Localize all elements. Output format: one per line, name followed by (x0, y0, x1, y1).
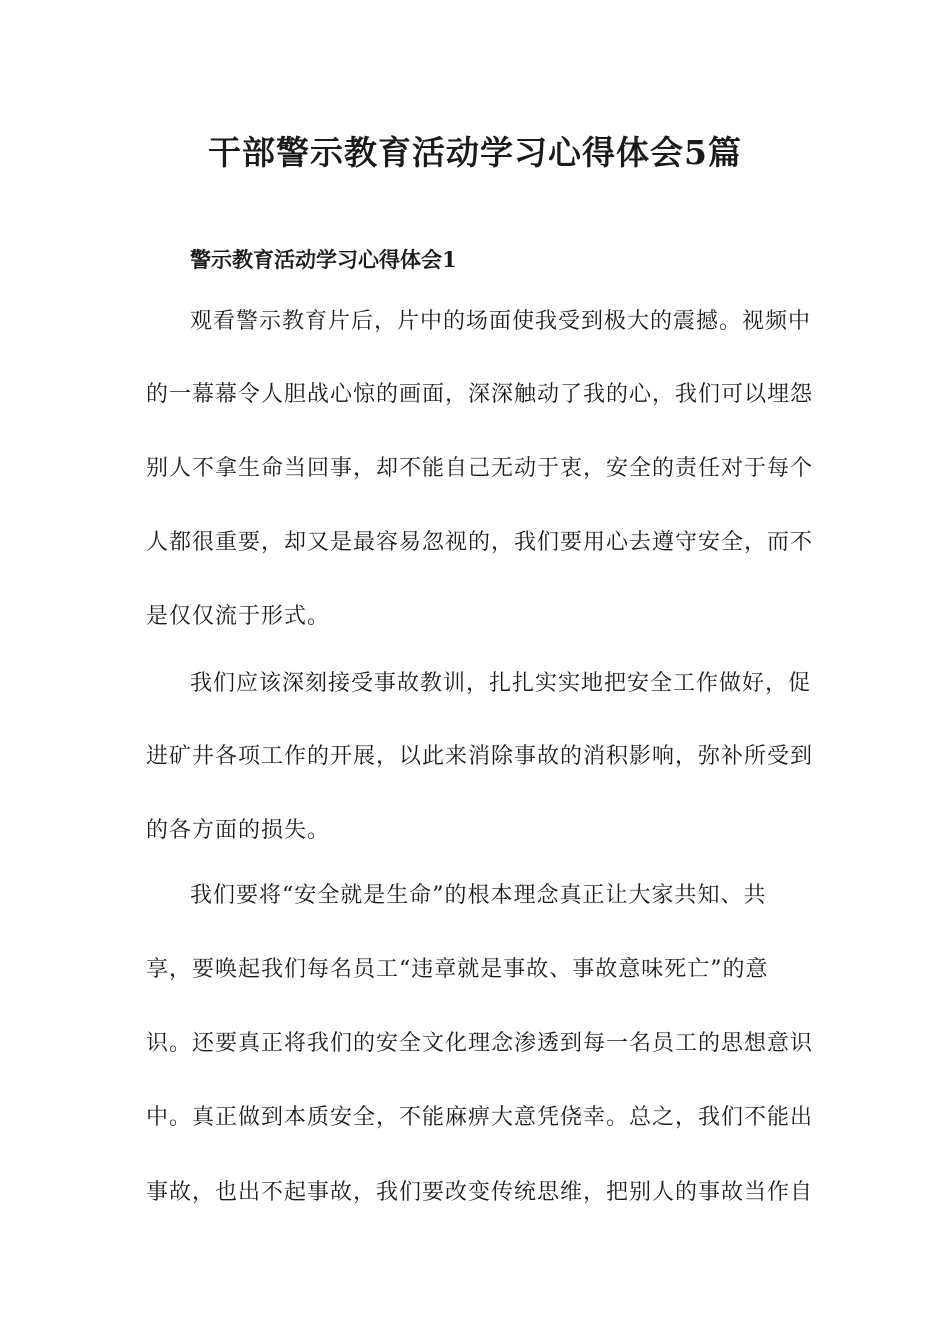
paragraph-3-line-5: 事故，也出不起事故，我们要改变传统思维，把别人的事故当作自 (146, 1180, 814, 1205)
document-title: 干部警示教育活动学习心得体会5篇 (208, 133, 742, 172)
paragraph-1-line-5: 是仅仅流于形式。 (146, 604, 331, 629)
paragraph-2-line-3: 的各方面的损失。 (146, 818, 331, 843)
paragraph-3-line-4: 中。真正做到本质安全，不能麻痹大意凭侥幸。总之，我们不能出 (146, 1105, 814, 1130)
section-heading: 警示教育活动学习心得体会1 (190, 247, 457, 272)
paragraph-2-line-2: 进矿井各项工作的开展，以此来消除事故的消积影响，弥补所受到 (146, 744, 814, 769)
paragraph-2-line-1: 我们应该深刻接受事故教训，扎扎实实地把安全工作做好，促 (190, 671, 812, 696)
paragraph-1-line-4: 人都很重要，却又是最容易忽视的，我们要用心去遵守安全，而不 (146, 530, 814, 555)
paragraph-1-line-2: 的一幕幕令人胆战心惊的画面，深深触动了我的心，我们可以埋怨 (146, 382, 814, 407)
paragraph-1-line-1: 观看警示教育片后，片中的场面使我受到极大的震撼。视频中 (190, 309, 812, 334)
paragraph-3-line-2: 享，要唤起我们每名员工“违章就是事故、事故意味死亡”的意 (146, 957, 769, 982)
paragraph-3-line-1: 我们要将“安全就是生命”的根本理念真正让大家共知、共 (190, 883, 767, 908)
paragraph-3-line-3: 识。还要真正将我们的安全文化理念渗透到每一名员工的思想意识 (146, 1031, 814, 1056)
paragraph-1-line-3: 别人不拿生命当回事，却不能自己无动于衷，安全的责任对于每个 (146, 456, 814, 481)
